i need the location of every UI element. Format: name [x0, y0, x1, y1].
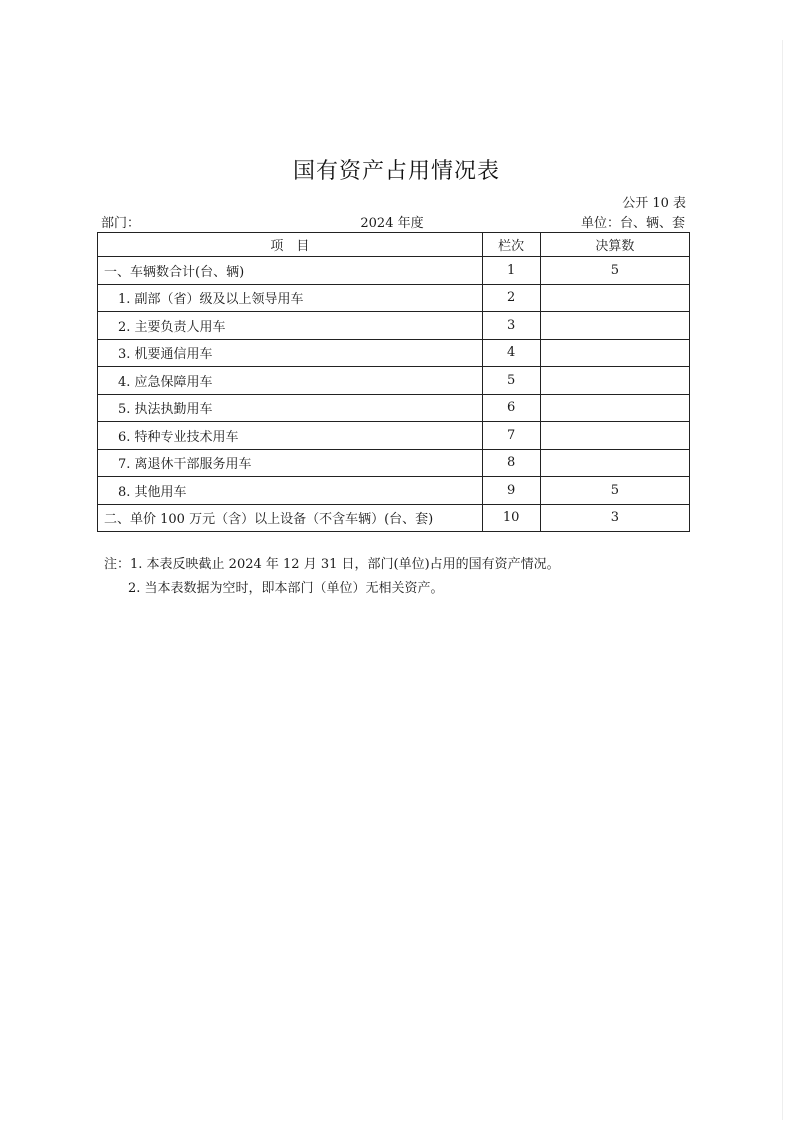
header-row-number: 栏次: [482, 233, 540, 257]
table-row: [98, 284, 690, 312]
row-item: 7. 离退休干部服务用车: [98, 449, 483, 477]
notes: [104, 553, 560, 601]
row-value: [540, 422, 689, 450]
table-row: [98, 339, 690, 367]
row-item: 3. 机要通信用车: [98, 339, 483, 367]
note-2: 2. 当本表数据为空时，即本部门（单位）无相关资产。: [128, 581, 444, 596]
row-value: [540, 339, 689, 367]
table-row: [98, 422, 690, 450]
row-value: [540, 394, 689, 422]
table-row: [98, 504, 690, 532]
meta-row: [97, 212, 687, 232]
table-row: [98, 312, 690, 340]
row-number: 10: [482, 504, 540, 532]
row-number: 9: [482, 477, 540, 505]
table-row: [98, 367, 690, 395]
form-code: 公开 10 表: [622, 196, 686, 211]
row-value: [540, 312, 689, 340]
row-value: 5: [540, 477, 689, 505]
row-number: 5: [482, 367, 540, 395]
row-number: 7: [482, 422, 540, 450]
row-value: [540, 284, 689, 312]
row-item: 二、单价 100 万元（含）以上设备（不含车辆）(台、套): [98, 504, 483, 532]
row-value: 3: [540, 504, 689, 532]
row-number: 6: [482, 394, 540, 422]
row-number: 3: [482, 312, 540, 340]
asset-table: [97, 232, 690, 532]
scan-edge-line: [782, 40, 783, 1120]
row-value: [540, 367, 689, 395]
row-number: 2: [482, 284, 540, 312]
header-final-value: 决算数: [540, 233, 689, 257]
table-row: [98, 449, 690, 477]
row-number: 4: [482, 339, 540, 367]
page-title: 国有资产占用情况表: [292, 159, 500, 184]
row-item: 6. 特种专业技术用车: [98, 422, 483, 450]
row-item: 4. 应急保障用车: [98, 367, 483, 395]
table-row: [98, 477, 690, 505]
row-number: 8: [482, 449, 540, 477]
row-value: 5: [540, 257, 689, 285]
row-item: 1. 副部（省）级及以上领导用车: [98, 284, 483, 312]
table-row: [98, 394, 690, 422]
row-number: 1: [482, 257, 540, 285]
row-value: [540, 449, 689, 477]
row-item: 一、车辆数合计(台、辆): [98, 257, 483, 285]
dept-label: 部门：: [101, 216, 141, 231]
table-header-row: [98, 233, 690, 257]
row-item: 5. 执法执勤用车: [98, 394, 483, 422]
row-item: 8. 其他用车: [98, 477, 483, 505]
header-item: 项 目: [98, 233, 483, 257]
table-row: [98, 257, 690, 285]
row-item: 2. 主要负责人用车: [98, 312, 483, 340]
note-1: 注：1. 本表反映截止 2024 年 12 月 31 日，部门(单位)占用的国有资产情况。: [104, 557, 560, 572]
fiscal-year: 2024 年度: [360, 216, 424, 231]
unit-label: 单位：台、辆、套: [580, 216, 685, 231]
